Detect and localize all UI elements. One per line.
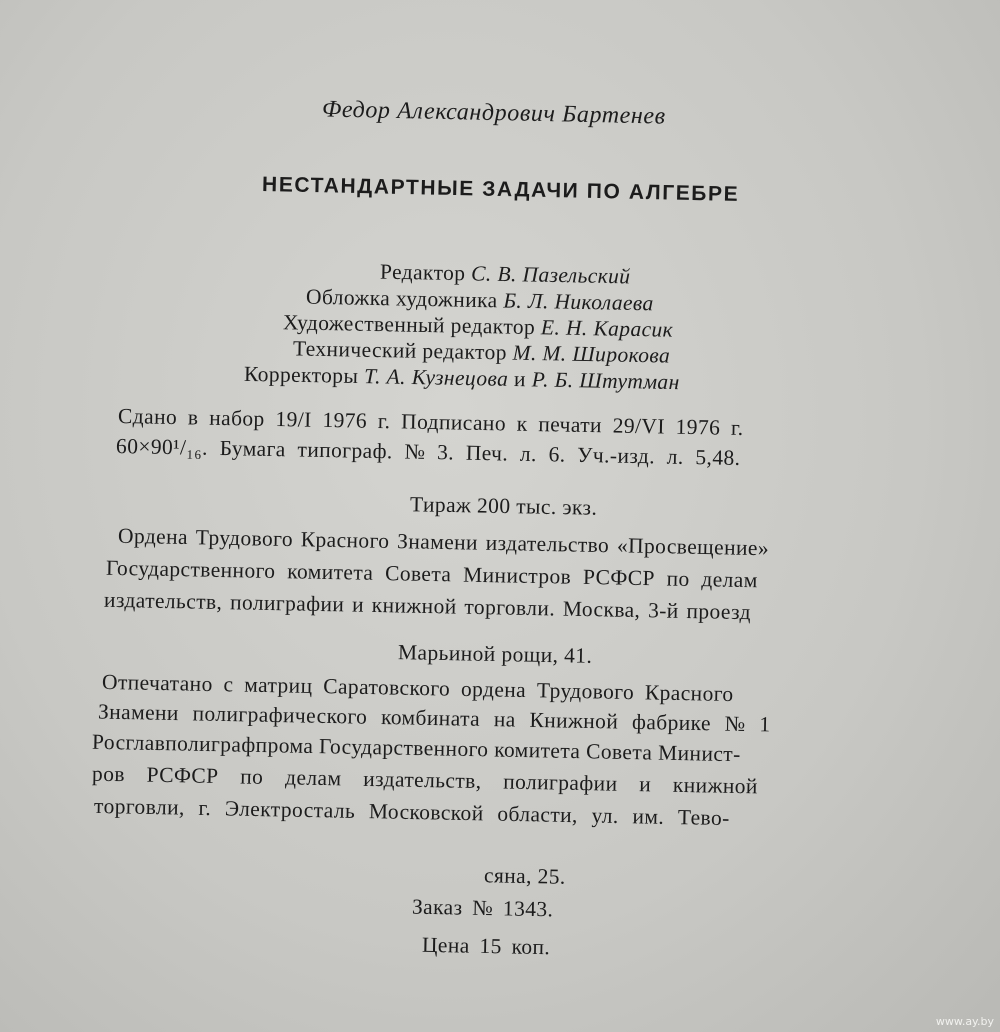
print-run: Тираж 200 тыс. экз. — [409, 492, 598, 520]
printer-address-end: сяна, 25. — [483, 863, 566, 889]
credit-person: Е. Н. Карасик — [540, 315, 674, 342]
credit-person: Т. А. Кузнецова — [363, 364, 509, 391]
author-name: Федор Александрович Бартенев — [321, 96, 666, 130]
credit-role: Корректоры — [243, 361, 359, 389]
credit-person: Б. Л. Николаева — [503, 288, 654, 316]
book-title: НЕСТАНДАРТНЫЕ ЗАДАЧИ ПО АЛГЕБРЕ — [261, 173, 740, 206]
credit-person: С. В. Пазельский — [470, 261, 631, 289]
watermark: www.ay.by — [935, 1015, 994, 1028]
printer-line: ров РСФСР по делам издательств, полиграфии и книжной — [91, 761, 759, 799]
credit-person: М. М. Широкова — [512, 340, 671, 368]
credit-role: Художественный редактор — [282, 310, 536, 340]
credit-role: Обложка художника — [305, 284, 498, 313]
printer-line: Отпечатано с матриц Саратовского ордена Трудового Красного — [101, 669, 734, 707]
credit-role: Технический редактор — [292, 336, 508, 365]
credit-editor — [380, 260, 631, 290]
print-info-line: 60×90¹/₁₆. Бумага типограф. № 3. Печ. л. 6. Уч.-изд. л. 5,48. — [115, 434, 741, 470]
printer-line: Росглавполиграфпрома Государственного комитета Совета Минист- — [91, 729, 741, 767]
publisher-address: Марьиной рощи, 41. — [397, 640, 593, 668]
publisher-line: Государственного комитета Совета Министров РСФСР по делам — [105, 555, 759, 593]
publisher-line: издательств, полиграфии и книжной торговли. Москва, 3-й проезд — [103, 587, 752, 625]
printer-line: Знамени полиграфического комбината на Книжной фабрике № 1 — [97, 699, 771, 737]
credit-person: Р. Б. Штутман — [531, 367, 680, 395]
price: Цена 15 коп. — [421, 932, 551, 960]
print-info-line: Сдано в набор 19/I 1976 г. Подписано к печати 29/VI 1976 г. — [117, 403, 744, 441]
credit-conjunction: и — [513, 367, 527, 392]
order-number: Заказ № 1343. — [411, 894, 554, 922]
printer-line: торговли, г. Электросталь Московской области, ул. им. Тево- — [93, 793, 730, 831]
credit-role: Редактор — [379, 259, 466, 286]
publisher-line: Ордена Трудового Красного Знамени издательство «Просвещение» — [117, 523, 770, 561]
